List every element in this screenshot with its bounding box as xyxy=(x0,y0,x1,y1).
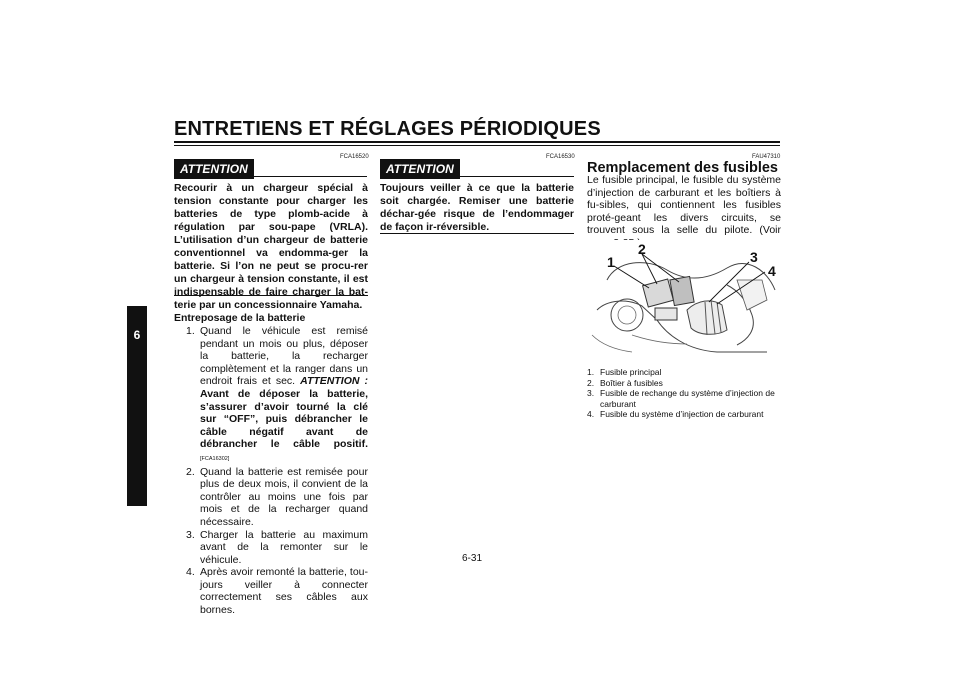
storage-steps xyxy=(186,325,368,617)
attention-text: Toujours veiller à ce que la batterie soit chargée. Remiser une batterie déchar-gée risque de l’endommager de façon ir-réversible. xyxy=(380,182,574,233)
list-item xyxy=(587,388,781,409)
figure-captions xyxy=(587,367,781,420)
title-rule xyxy=(174,141,780,143)
step-text: Quand le véhicule est remisé pendant un mois ou plus, déposer la batterie, la recharger complètement et la ranger dans un endroit frais et sec. xyxy=(200,325,368,388)
caption-number: 4. xyxy=(587,409,595,420)
caption-number: 2. xyxy=(587,377,595,388)
attention-end-rule xyxy=(174,295,368,296)
attention-badge: ATTENTION xyxy=(174,159,254,179)
page-title: ENTRETIENS ET RÉGLAGES PÉRIODIQUES xyxy=(174,118,601,140)
ref-code: FAU47310 xyxy=(752,154,781,160)
step-number: 1. xyxy=(186,325,195,337)
fuse-figure xyxy=(587,240,781,362)
list-item xyxy=(186,466,368,529)
ref-code: FCA16520 xyxy=(340,154,369,160)
attention-header xyxy=(380,159,460,179)
page-number: 6-31 xyxy=(462,553,483,564)
caption-text: Boîtier à fusibles xyxy=(600,377,663,388)
step-number: 3. xyxy=(186,528,195,541)
inline-attention: ATTENTION : xyxy=(300,375,368,388)
attention-end-rule xyxy=(380,233,574,234)
ref-code: [FCA16302] xyxy=(200,455,230,462)
attention-line xyxy=(459,176,574,177)
list-item xyxy=(186,566,368,616)
chapter-tab-number: 6 xyxy=(133,328,141,342)
fuse-paragraph: Le fusible principal, le fusible du système d’injection de carburant et les boîtiers à fu-sibles, qui contiennent les fusibles proté-geant les divers circuits, se trouvent sous la selle du pilote. (Voir xyxy=(587,174,781,237)
list-item xyxy=(587,367,781,378)
list-item xyxy=(587,409,781,420)
chapter-tab xyxy=(127,306,147,506)
step-text: Charger la batterie au maximum avant de la remonter sur le véhicule. xyxy=(200,528,368,566)
caption-text: Fusible du système d’injection de carburant xyxy=(600,409,764,420)
attention-text: Recourir à un chargeur spécial à tension constante pour charger les batteries de type plomb-acide à régulation par sou-pape (VRLA). L’utilisation d’un chargeur de batterie conventionnel va endomma-ger la batterie. Si l’on ne peut se procu-rer un chargeur à tension constante, il est indispensable de faire charger la bat-terie par un concessionnaire Yamaha. xyxy=(174,182,368,311)
caption-text: Fusible principal xyxy=(600,367,662,377)
step-number: 4. xyxy=(186,566,195,579)
list-item xyxy=(186,529,368,567)
section-heading: Entreposage de la batterie xyxy=(174,312,306,324)
caption-text: Fusible de rechange du système d’injection de carburant xyxy=(600,388,775,409)
figure-label: 4 xyxy=(768,263,776,279)
figure-label: 3 xyxy=(750,249,758,265)
step-bold-text: Avant de déposer la batterie, s’assurer d’avoir tourné la clé sur “OFF”, puis débrancher le câble négatif avant de débrancher le câble positif. xyxy=(200,387,368,451)
figure-label: 2 xyxy=(638,241,646,257)
step-number: 2. xyxy=(186,465,195,478)
attention-badge: ATTENTION xyxy=(380,159,460,179)
attention-header xyxy=(174,159,254,179)
attention-line xyxy=(253,176,367,177)
ref-code: FCA16530 xyxy=(546,154,575,160)
title-rule-thin xyxy=(174,145,780,146)
step-text: Après avoir remonté la batterie, tou-jours veiller à connecter correctement ses câbles aux bornes. xyxy=(200,566,368,617)
section-heading: Remplacement des fusibles xyxy=(587,160,778,176)
caption-number: 1. xyxy=(587,367,595,377)
figure-label: 1 xyxy=(607,254,615,270)
list-item xyxy=(587,378,781,389)
caption-number: 3. xyxy=(587,388,595,399)
list-item xyxy=(186,325,368,466)
step-text: Quand la batterie est remisée pour plus de deux mois, il convient de la contrôler au moins une fois par mois et de la recharger quand nécessaire. xyxy=(200,465,368,528)
